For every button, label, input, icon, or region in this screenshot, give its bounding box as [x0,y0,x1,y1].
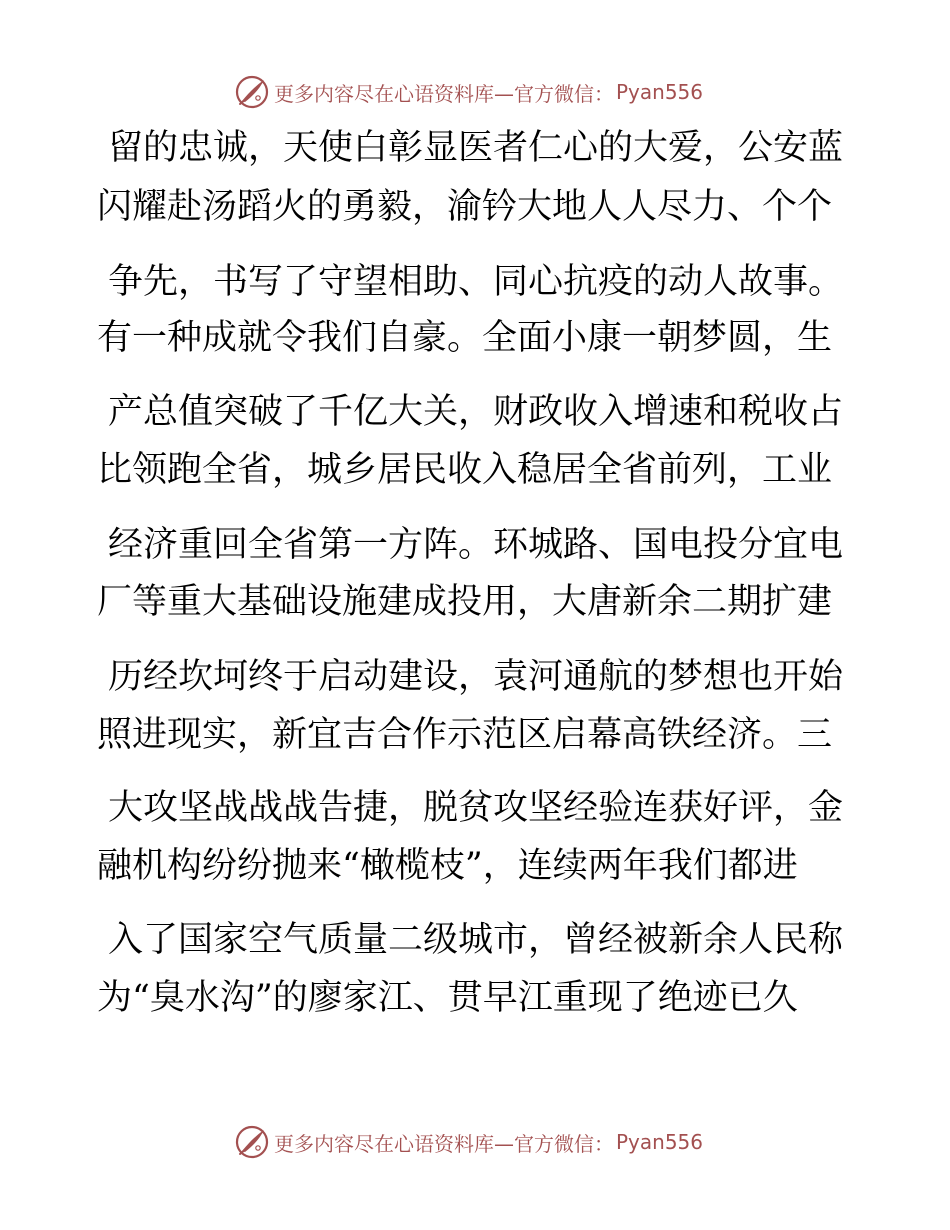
header-wechat-handle: Pyan556 [616,80,704,104]
footer-banner-text: 更多内容尽在心语资料库—官方微信： [274,1131,614,1156]
body-line: 为“臭水沟”的廖家江、贯早江重现了绝迹已久 [97,978,798,1018]
footer-wechat-handle: Pyan556 [616,1130,704,1154]
body-line: 经济重回全省第一方阵。环城路、国电投分宜电 [108,525,844,565]
body-line: 大攻坚战战战告捷，脱贫攻坚经验连获好评，金 [108,788,844,828]
body-line: 争先，书写了守望相助、同心抗疫的动人故事。 [108,262,844,302]
header-banner [234,72,703,112]
quill-logo-icon [234,74,270,110]
body-line: 留的忠诚，天使白彰显医者仁心的大爱，公安蓝 [108,128,844,168]
body-line: 有一种成就令我们自豪。全面小康一朝梦圆，生 [97,318,833,358]
body-line: 融机构纷纷抛来“橄榄枝”，连续两年我们都进 [97,846,798,886]
header-banner-text: 更多内容尽在心语资料库—官方微信： [274,81,614,106]
quill-logo-icon [234,1124,270,1160]
body-line: 比领跑全省，城乡居民收入稳居全省前列，工业 [97,450,833,490]
body-line: 入了国家空气质量二级城市，曾经被新余人民称 [108,920,844,960]
body-line: 厂等重大基础设施建成投用，大唐新余二期扩建 [97,582,833,622]
body-line: 产总值突破了千亿大关，财政收入增速和税收占 [108,392,844,432]
body-line: 照进现实，新宜吉合作示范区启幕高铁经济。三 [97,715,833,755]
body-line: 历经坎坷终于启动建设，袁河通航的梦想也开始 [108,657,844,697]
body-line: 闪耀赴汤蹈火的勇毅，渝钤大地人人尽力、个个 [97,187,833,227]
footer-banner [234,1122,703,1162]
